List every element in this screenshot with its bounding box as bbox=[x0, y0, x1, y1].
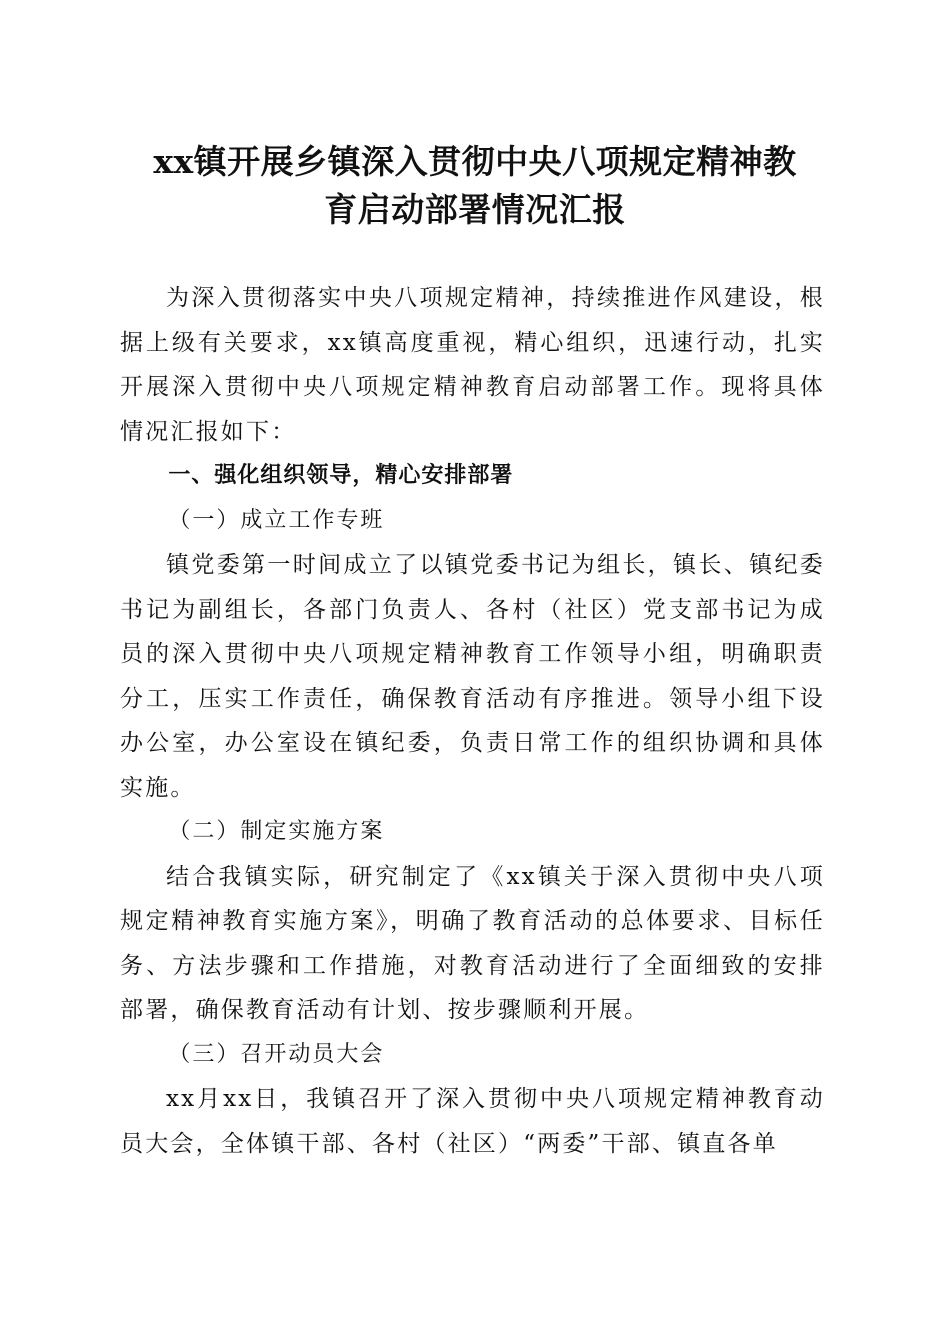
title-line-2: 育启动部署情况汇报 bbox=[324, 190, 626, 229]
title-line-1: xx镇开展乡镇深入贯彻中央八项规定精神教 bbox=[153, 142, 797, 181]
section-1-heading: 一、强化组织领导，精心安排部署 bbox=[168, 463, 514, 488]
subsection-1-heading: （一）成立工作专班 bbox=[168, 507, 385, 533]
subsection-1-paragraph: 镇党委第一时间成立了以镇党委书记为组长，镇长、镇纪委书记为副组长，各部门负责人、各村（社区）党支部书记为成员的深入贯彻中央八项规定精神教育工作领导小组，明确职责分工，压实工作责任，确保教育活动有序推进。领导小组下设办公室，办公室设在镇纪委，负责日常工作的组织协调和具体实施。 bbox=[120, 552, 825, 801]
subsection-3-paragraph: xx月xx日，我镇召开了深入贯彻中央八项规定精神教育动员大会，全体镇干部、各村（社区）“两委”干部、镇直各单 bbox=[120, 1086, 825, 1157]
subsection-2-heading: （二）制定实施方案 bbox=[168, 819, 385, 844]
intro-paragraph: 为深入贯彻落实中央八项规定精神，持续推进作风建设，根据上级有关要求，xx镇高度重视，精心组织，迅速行动，扎实开展深入贯彻中央八项规定精神教育启动部署工作。现将具体情况汇报如下： bbox=[120, 285, 825, 445]
subsection-2-paragraph: 结合我镇实际，研究制定了《xx镇关于深入贯彻中央八项规定精神教育实施方案》，明确了教育活动的总体要求、目标任务、方法步骤和工作措施，对教育活动进行了全面细致的安排部署，确保教育活动有计划、按步骤顺利开展。 bbox=[120, 863, 825, 1023]
subsection-3-heading: （三）召开动员大会 bbox=[168, 1041, 385, 1067]
document-title bbox=[100, 138, 850, 234]
document-body bbox=[120, 276, 825, 1166]
